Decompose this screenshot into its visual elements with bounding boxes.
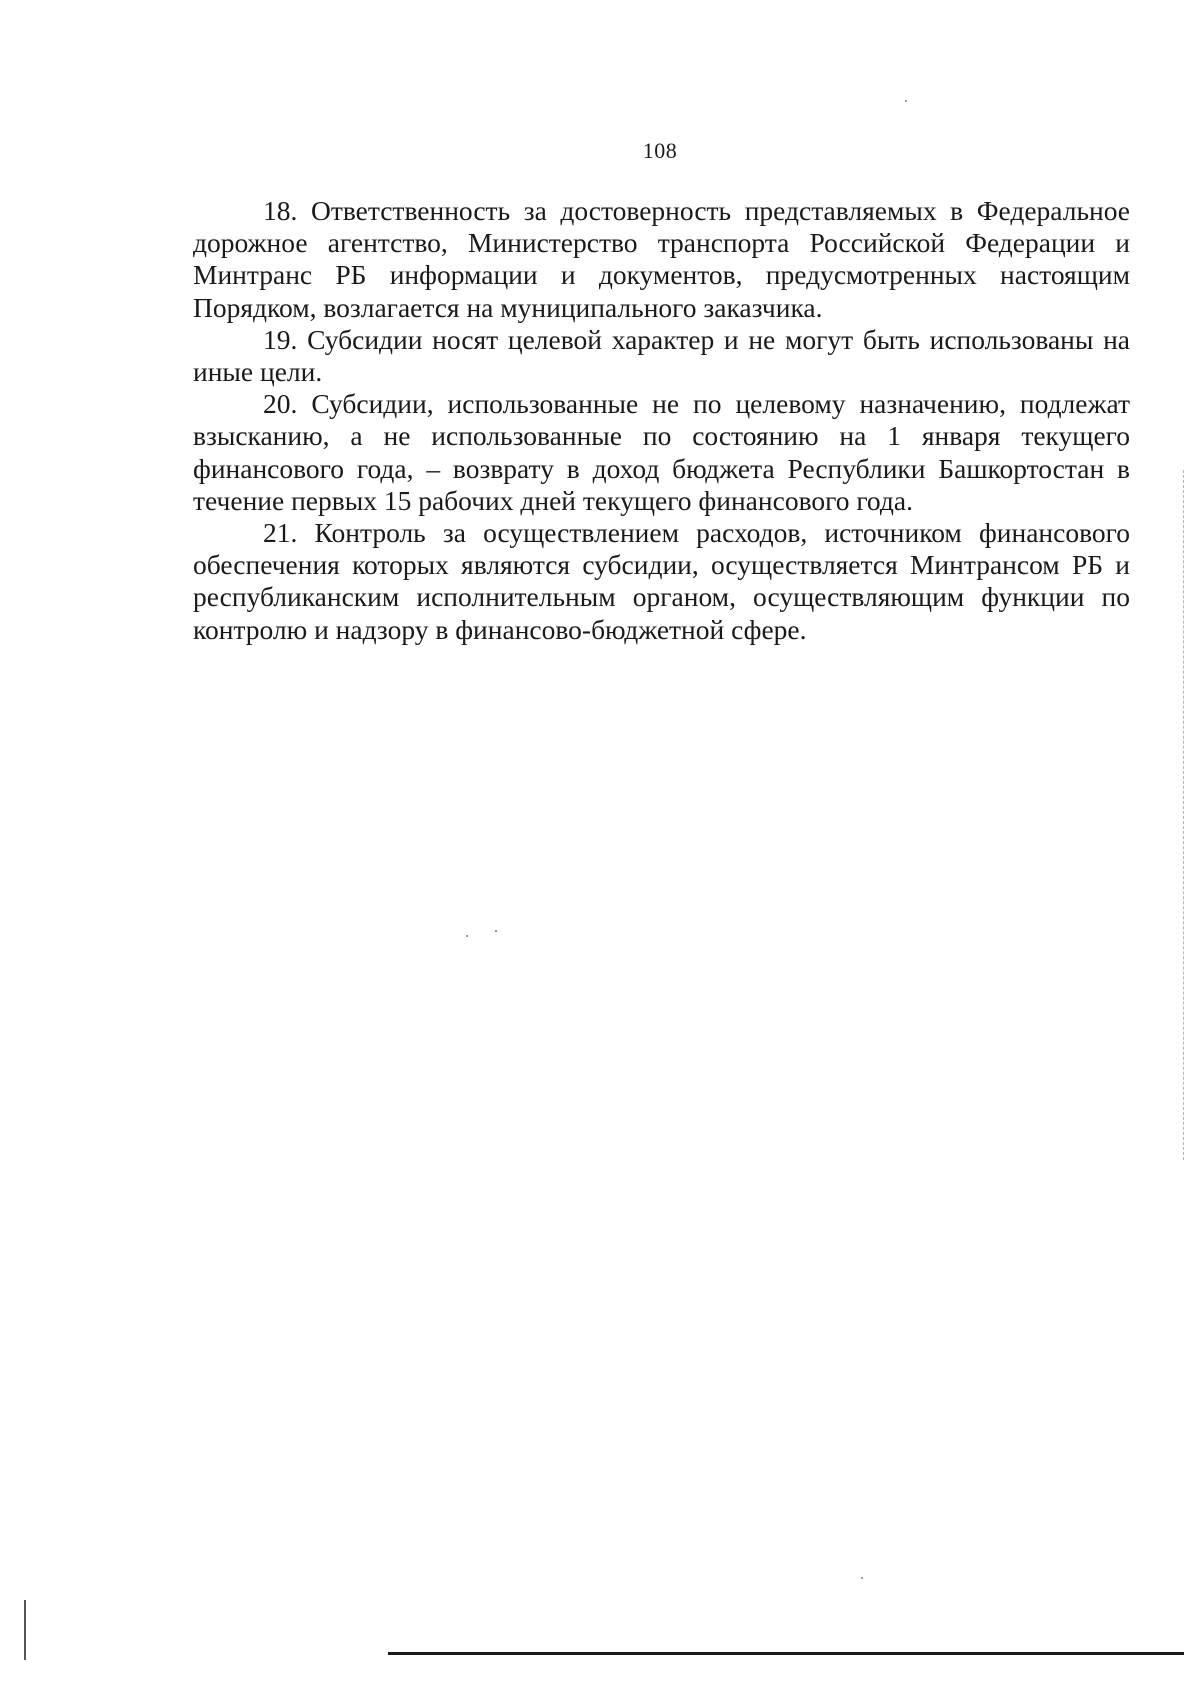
paragraph-18: 18. Ответственность за достоверность представляемых в Федеральное дорожное агентство, Министерство транспорта Российской Федерации и Минтранс РБ информации и документов, предусмотренных настоящим Порядком, возлагается на муниципального заказчика. [193, 195, 1130, 323]
scan-edge-artifact [1183, 470, 1184, 1160]
paragraph-19: 19. Субсидии носят целевой характер и не могут быть использованы на иные цели. [193, 323, 1130, 388]
scan-speck [466, 935, 468, 937]
paragraph-21: 21. Контроль за осуществлением расходов, источником финансового обеспечения которых являются субсидии, осуществляется Минтрансом РБ и республиканским исполнительным органом, осуществляющим функции по контролю и надзору в финансово-бюджетной сфере. [193, 517, 1130, 645]
bottom-rule [388, 1652, 1184, 1655]
page-number: 108 [642, 138, 678, 163]
scan-speck [495, 930, 497, 932]
scan-speck [861, 1577, 863, 1579]
document-body [193, 195, 1130, 646]
paragraph-20: 20. Субсидии, использованные не по целевому назначению, подлежат взысканию, а не использованные по состоянию на 1 января текущего финансового года, – возврату в доход бюджета Республики Башкортостан в течение первых 15 рабочих дней текущего финансового года. [193, 388, 1130, 516]
scan-speck [905, 100, 907, 102]
scan-edge-artifact [24, 1600, 26, 1660]
